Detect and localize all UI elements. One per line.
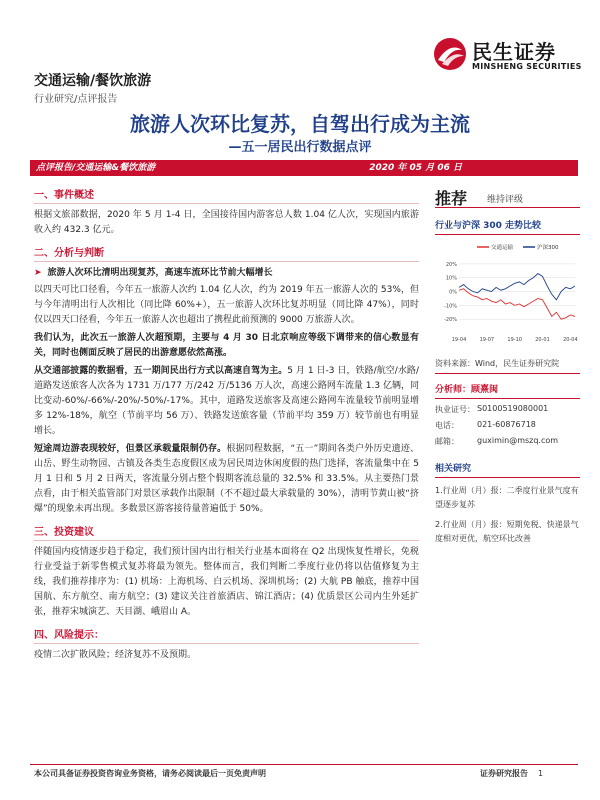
footer-disclaimer: 本公司具备证券投资咨询业务资格，请务必阅读最后一页免责声明: [34, 769, 266, 778]
x-tick-label: 20-01: [535, 337, 550, 343]
triangle-bullet-icon: ➤: [34, 268, 42, 278]
chart-title: 行业与沪深 300 走势比较: [435, 218, 580, 235]
paragraph: [34, 364, 419, 439]
x-tick-label: 19-10: [507, 337, 522, 343]
report-subtitle: —五一居民出行数据点评: [228, 140, 372, 155]
cert-row: [435, 404, 580, 415]
section-title-analysis: 二、分析与判断: [34, 246, 419, 262]
email-label: 邮箱：: [435, 437, 459, 446]
y-tick-label: 0%: [449, 289, 457, 296]
rating: 推荐: [435, 189, 468, 208]
y-tick-label: 20%: [445, 261, 457, 268]
lead-sentence: 短途周边游表现较好，但景区承载量限制仍存。: [34, 444, 227, 454]
email-row: [435, 436, 580, 447]
paragraph: 疫情二次扩散风险；经济复苏不及预期。: [34, 650, 197, 660]
paragraph: 伴随国内疫情逐步趋于稳定，我们预计国内出行相关行业基本面将在 Q2 出现恢复性增长，免税行业受益于新零售模式复苏将最为领先。整体而言，我们判断二季度行业仍将以估值修复为主线，我们推荐排序为：(1) 机场：上海机场、白云机场、深圳机场；(2) 大航 PB 触底，推荐中国国航、东方航空、南方航空；(3) 建议关注首旅酒店、锦江酒店；(4) 优质景区公司内生外延扩张，推荐宋城演艺、天目湖、峨眉山 A。: [34, 547, 419, 617]
section-title-advice: 三、投资建议: [34, 525, 419, 541]
rating-row: [435, 184, 580, 208]
legend-label: 交通运输: [491, 245, 514, 251]
related-item[interactable]: 1.行业周（月）报：二季度行业景气度有望逐步复苏: [435, 486, 579, 509]
phone-row: [435, 420, 580, 431]
cert-label: 执业证号：: [435, 405, 475, 414]
analyst-heading: [435, 382, 580, 399]
trend-chart: [435, 241, 580, 351]
brand-name-en: MINSHENG SECURITIES: [472, 62, 582, 71]
bullet-text: 旅游人次环比清明出现复苏，高速车流环比节前大幅增长: [47, 268, 273, 278]
paragraph-body: 5 月 1 日-3 日，铁路/航空/水路/道路发送旅客人次各为 1731 万/177 万/242 万/5136 万人次，高速公路网车流量 1.3 亿辆，同比变动-60%/-66%/-20%/-50%/-17%。其中，道路发送旅客及高速公路网车流量较节前明显增多 12%-18%，航空（节前平均 56 万）、铁路发送旅客量（节前平均 359 万）较节前也有明显增长。: [34, 366, 419, 436]
legend-label: 沪深300: [537, 245, 559, 251]
y-tick-label: -10%: [444, 303, 457, 310]
report-type: 行业研究/点评报告: [34, 94, 118, 105]
analyst-title: 分析师：: [435, 385, 472, 395]
phone-label: 电话：: [435, 421, 459, 430]
paragraph-body: 根据同程数据，“五一”期间各类户外历史遗迹、山岳、野生动物园、古镇及各类生态度假区成为居民周边休闲度假的热门选择，客流量集中在 5 月 1 日和 5 月 2 日两天，客流量分别占整个假期客流总量的 32.5% 和 33.5%。从主要热门景点看，由于相关监管部门对景区承载作出限制（不不超过最大承载量的 30%），清明节黄山被“挤爆”的现象未再出现。多数景区游客接待量普遍低于 50%。: [34, 444, 419, 514]
footer-report-label: 证券研究报告: [480, 769, 528, 778]
band-category: 点评报告/交通运输&餐饮旅游: [36, 163, 156, 173]
related-heading: 相关研究: [435, 461, 580, 478]
phone-value: 021-60876718: [477, 420, 536, 429]
section-title-event: 一、事件概述: [34, 188, 419, 204]
x-tick-label: 20-04: [563, 337, 578, 343]
lead-sentence: 从交通部披露的数据看，五一期间民出行方式以高速自驾为主。: [34, 366, 288, 376]
analysis-bullet: [34, 266, 419, 281]
paragraph: 根据文旅部数据，2020 年 5 月 1-4 日，全国接待国内游客总人数 1.04 亿人次，实现国内旅游收入约 432.3 亿元。: [34, 210, 419, 235]
section-title-risk: 四、风险提示：: [34, 628, 419, 644]
brand-logo: [430, 30, 580, 80]
brand-name-cn: 民生证券: [472, 40, 556, 64]
chart-source: 资料来源：Wind，民生证券研究院: [435, 358, 580, 374]
y-tick-label: -20%: [444, 317, 457, 324]
related-item[interactable]: 2.行业周（月）报：短期免税、快递景气度相对更优，航空环比改善: [435, 520, 579, 543]
sidebar: [435, 184, 580, 546]
analyst-name: 顾熹闽: [471, 385, 499, 395]
email-value: guximin@mszq.com: [477, 436, 559, 445]
x-tick-label: 19-07: [479, 337, 495, 343]
paragraph-bold: 我们认为，此次五一旅游人次超预期，主要与 4 月 30 日北京响应等级下调带来的信心数显有关，同时也侧面反映了居民的出游意愿依然高涨。: [34, 333, 419, 358]
sector-heading: 交通运输/餐饮旅游: [34, 73, 152, 89]
minsheng-logo-icon: [432, 36, 468, 72]
rating-maintain: 维持评级: [487, 195, 524, 205]
series-line: [459, 289, 575, 319]
footer-label: [480, 768, 543, 779]
y-tick-label: 10%: [445, 275, 457, 282]
x-tick-label: 19-04: [451, 337, 467, 343]
paragraph: [34, 442, 419, 517]
report-band: [30, 160, 578, 176]
main-content: [34, 180, 419, 666]
cert-value: S0100519080001: [477, 404, 549, 413]
footer-divider: [30, 764, 578, 765]
report-date: 2020 年 05 月 06 日: [369, 163, 462, 173]
paragraph: 以四天可比口径看，今年五一旅游人次约 1.04 亿人次，约为 2019 年五一旅游人次的 53%，但与今年清明出行人次相比（同比降 60%+），五一旅游人次环比复苏明显（同比降 47%），同时仅以四天口径看，今年五一旅游人次也超出了携程此前预测的 9000 万旅游人次。: [34, 285, 419, 325]
page-number: 1: [538, 769, 544, 778]
report-title: 旅游人次环比复苏，自驾出行成为主流: [130, 112, 470, 136]
